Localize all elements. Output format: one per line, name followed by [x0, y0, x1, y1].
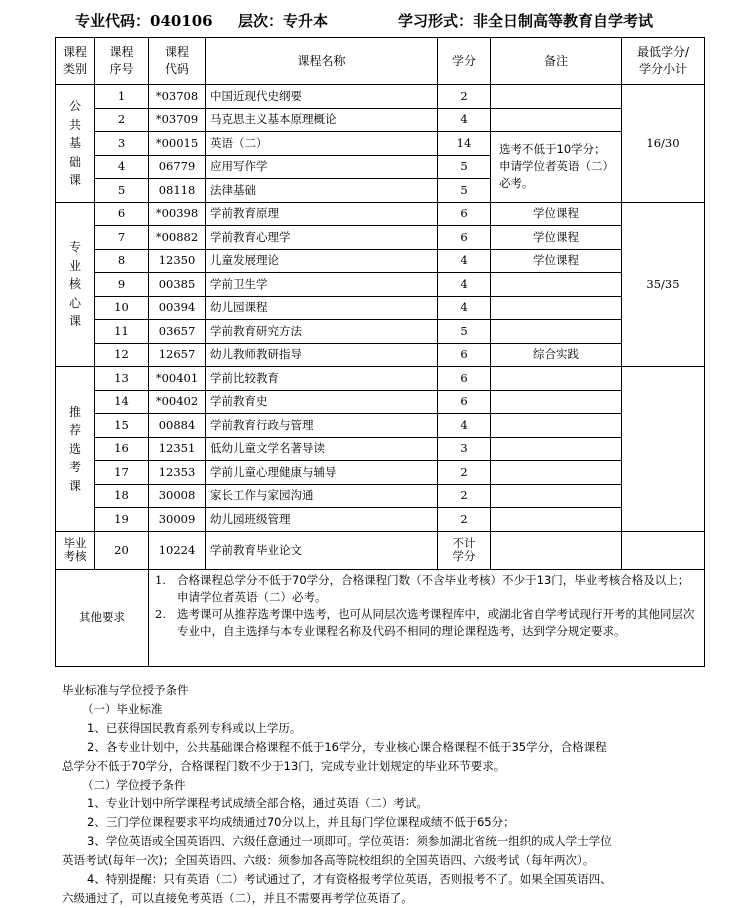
remark-cell — [491, 437, 622, 461]
seq-cell: 11 — [95, 320, 149, 344]
remark-cell — [491, 531, 622, 569]
category-char: 考 — [68, 460, 81, 474]
code-cell: *03709 — [149, 108, 206, 132]
remark-cell — [491, 484, 622, 508]
footer-q4a: 4、特别提醒：只有英语（二）考试通过了，才有资格报考学位英语，否则报考不了。如果全国英语四、 — [87, 872, 612, 887]
seq-cell: 14 — [95, 390, 149, 414]
remark-cell: 学位课程 — [491, 249, 622, 273]
code-cell: 30008 — [149, 484, 206, 508]
course-name-cell: 幼儿园课程 — [206, 296, 438, 320]
code-cell: *00402 — [149, 390, 206, 414]
code-cell: 10224 — [149, 531, 206, 569]
remark-cell — [491, 85, 622, 109]
col-name: 课程名称 — [206, 38, 438, 85]
footer-sec2: （二）学位授予条件 — [82, 777, 186, 792]
course-name-cell: 应用写作学 — [206, 155, 438, 179]
col-remark: 备注 — [491, 38, 622, 85]
seq-cell: 2 — [95, 108, 149, 132]
remark-cell — [491, 390, 622, 414]
course-name-cell: 学前比较教育 — [206, 367, 438, 391]
table-row — [56, 132, 705, 156]
category-cell — [56, 85, 95, 203]
course-table — [55, 37, 705, 667]
course-name-cell: 学前儿童心理健康与辅导 — [206, 461, 438, 485]
col-category: 课程 类别 — [56, 38, 95, 85]
credit-cell: 4 — [438, 414, 491, 438]
requirement-text: 合格课程总学分不低于70学分，合格课程门数（不含毕业考核）不少于13门，毕业考核合格及以上；申请学位者英语（二）必考。 — [177, 572, 690, 604]
seq-cell: 5 — [95, 179, 149, 203]
table-row — [56, 414, 705, 438]
category-char: 专 — [68, 240, 81, 254]
seq-cell: 15 — [95, 414, 149, 438]
remark-cell — [491, 508, 622, 532]
col-code: 课程 代码 — [149, 38, 206, 85]
course-name-cell: 中国近现代史纲要 — [206, 85, 438, 109]
course-name-cell: 学前教育原理 — [206, 202, 438, 226]
requirement-number: 2. — [155, 607, 166, 622]
requirement-item — [153, 606, 698, 641]
subtotal-cell — [622, 367, 705, 532]
course-name-cell: 儿童发展理论 — [206, 249, 438, 273]
footer-q3b: 英语考试(每年一次)；全国英语四、六级：须参加各高等院校组织的全国英语四、六级考试（每年两次）。 — [62, 853, 595, 868]
seq-cell: 16 — [95, 437, 149, 461]
seq-cell: 3 — [95, 132, 149, 156]
credit-cell: 5 — [438, 179, 491, 203]
seq-cell: 7 — [95, 226, 149, 250]
remark-cell — [491, 296, 622, 320]
remark-cell: 综合实践 — [491, 343, 622, 367]
course-name-cell: 学前教育心理学 — [206, 226, 438, 250]
seq-cell: 8 — [95, 249, 149, 273]
category-cell — [56, 367, 95, 532]
table-row — [56, 202, 705, 226]
table-row — [56, 508, 705, 532]
credit-cell: 14 — [438, 132, 491, 156]
code-cell: 12657 — [149, 343, 206, 367]
footer-p2a: 2、各专业计划中，公共基础课合格课程不低于16学分，专业核心课合格课程不低于35学分，合格课程 — [87, 739, 607, 754]
remark-cell: 学位课程 — [491, 226, 622, 250]
category-char: 课 — [68, 478, 81, 493]
remark-cell — [491, 273, 622, 297]
remark-cell — [491, 414, 622, 438]
other-requirements-text — [149, 569, 705, 666]
footer-q2: 2、三门学位课程要求平均成绩通过70分以上，并且每门学位课程成绩不低于65分； — [87, 815, 515, 830]
category-char: 础 — [68, 154, 81, 169]
footer-p1: 1、已获得国民教育系列专科或以上学历。 — [87, 720, 302, 735]
table-row — [56, 273, 705, 297]
code-cell: *03708 — [149, 85, 206, 109]
code-cell: 12350 — [149, 249, 206, 273]
seq-cell: 20 — [95, 531, 149, 569]
credit-cell: 6 — [438, 367, 491, 391]
course-name-cell: 家长工作与家园沟通 — [206, 484, 438, 508]
course-name-cell: 学前教育行政与管理 — [206, 414, 438, 438]
seq-cell: 19 — [95, 508, 149, 532]
category-char: 业 — [68, 258, 81, 273]
category-char: 公 — [68, 99, 81, 113]
level: 层次：专升本 — [238, 12, 329, 30]
credit-cell: 6 — [438, 226, 491, 250]
table-header-row — [56, 38, 705, 85]
seq-cell: 12 — [95, 343, 149, 367]
footer-p2b: 总学分不低于70学分，合格课程门数不少于13门，完成专业计划规定的毕业环节要求。 — [62, 758, 506, 773]
table-row — [56, 296, 705, 320]
code-cell: 03657 — [149, 320, 206, 344]
table-row — [56, 85, 705, 109]
course-name-cell: 马克思主义基本原理概论 — [206, 108, 438, 132]
thesis-row — [56, 531, 705, 569]
course-name-cell: 幼儿园班级管理 — [206, 508, 438, 532]
subtotal-cell — [622, 531, 705, 569]
study-form: 学习形式：非全日制高等教育自学考试 — [398, 12, 654, 30]
code-cell: 06779 — [149, 155, 206, 179]
credit-cell: 4 — [438, 296, 491, 320]
table-row — [56, 320, 705, 344]
credit-cell: 2 — [438, 484, 491, 508]
code-cell: *00015 — [149, 132, 206, 156]
seq-cell: 6 — [95, 202, 149, 226]
credit-cell: 5 — [438, 320, 491, 344]
graduation-section — [62, 681, 702, 908]
subtotal-cell: 16/30 — [622, 85, 705, 203]
footer-q1: 1、专业计划中所学课程考试成绩全部合格，通过英语（二）考试。 — [87, 796, 428, 811]
code-cell: *00398 — [149, 202, 206, 226]
footer-q3a: 3、学位英语或全国英语四、六级任意通过一项即可。学位英语：须参加湖北省统一组织的成人学士学位 — [87, 834, 612, 849]
table-row — [56, 390, 705, 414]
credit-cell: 4 — [438, 249, 491, 273]
seq-cell: 13 — [95, 367, 149, 391]
category-cell: 毕业 考核 — [56, 531, 95, 569]
seq-cell: 17 — [95, 461, 149, 485]
col-min-credit: 最低学分/ 学分小计 — [622, 38, 705, 85]
major-code: 专业代码：040106 — [75, 12, 213, 30]
course-name-cell: 幼儿教师教研指导 — [206, 343, 438, 367]
remark-cell — [491, 108, 622, 132]
group-note: 选考不低于10学分；申请学位者英语（二）必考。 — [491, 132, 622, 203]
course-name-cell: 学前教育毕业论文 — [206, 531, 438, 569]
col-credit: 学分 — [438, 38, 491, 85]
code-cell: 00884 — [149, 414, 206, 438]
code-cell: 12351 — [149, 437, 206, 461]
requirement-number: 1. — [155, 572, 166, 587]
course-name-cell: 学前教育史 — [206, 390, 438, 414]
code-cell: 12353 — [149, 461, 206, 485]
credit-cell: 2 — [438, 85, 491, 109]
col-seq: 课程 序号 — [95, 38, 149, 85]
other-requirements-row — [56, 569, 705, 666]
course-name-cell: 英语（二） — [206, 132, 438, 156]
course-name-cell: 法律基础 — [206, 179, 438, 203]
remark-cell — [491, 320, 622, 344]
credit-cell: 4 — [438, 273, 491, 297]
requirement-text: 选考课可从推荐选考课中选考，也可从同层次选考课程库中，或湖北省自学考试现行开考的其他同层次专业中，自主选择与本专业课程名称及代码不相同的理论课程选考，达到学分规定要求。 — [177, 607, 695, 639]
table-row — [56, 108, 705, 132]
footer-title: 毕业标准与学位授予条件 — [62, 683, 189, 697]
seq-cell: 9 — [95, 273, 149, 297]
seq-cell: 10 — [95, 296, 149, 320]
table-row — [56, 226, 705, 250]
footer-q4b: 六级通过了，可以直接免考英语（二），并且不需要再考学位英语了。 — [62, 890, 413, 905]
table-row — [56, 484, 705, 508]
seq-cell: 1 — [95, 85, 149, 109]
category-char: 课 — [68, 173, 81, 187]
credit-cell: 5 — [438, 155, 491, 179]
category-char: 推 — [68, 404, 81, 419]
course-name-cell: 低幼儿童文学名著导读 — [206, 437, 438, 461]
course-name-cell: 学前卫生学 — [206, 273, 438, 297]
code-cell: 30009 — [149, 508, 206, 532]
credit-cell: 2 — [438, 508, 491, 532]
remark-cell — [491, 461, 622, 485]
table-row — [56, 461, 705, 485]
credit-cell: 2 — [438, 461, 491, 485]
category-char: 核 — [68, 277, 81, 291]
code-cell: *00882 — [149, 226, 206, 250]
credit-cell: 3 — [438, 437, 491, 461]
credit-cell: 不计 学分 — [438, 531, 491, 569]
other-requirements-label: 其他要求 — [56, 569, 149, 666]
category-char: 心 — [68, 295, 81, 310]
seq-cell: 18 — [95, 484, 149, 508]
code-cell: 00385 — [149, 273, 206, 297]
category-char: 课 — [68, 314, 81, 328]
code-cell: *00401 — [149, 367, 206, 391]
course-name-cell: 学前教育研究方法 — [206, 320, 438, 344]
footer-sec1: （一）毕业标准 — [82, 701, 163, 716]
subtotal-cell: 35/35 — [622, 202, 705, 367]
category-char: 共 — [68, 117, 81, 132]
remark-cell: 学位课程 — [491, 202, 622, 226]
credit-cell: 6 — [438, 202, 491, 226]
credit-cell: 6 — [438, 343, 491, 367]
seq-cell: 4 — [95, 155, 149, 179]
table-row — [56, 249, 705, 273]
table-row — [56, 343, 705, 367]
code-cell: 08118 — [149, 179, 206, 203]
category-char: 选 — [68, 441, 81, 456]
credit-cell: 4 — [438, 108, 491, 132]
page-header — [0, 8, 731, 32]
table-row — [56, 367, 705, 391]
code-cell: 00394 — [149, 296, 206, 320]
table-row — [56, 437, 705, 461]
requirement-item — [153, 572, 698, 607]
remark-cell — [491, 367, 622, 391]
category-char: 荐 — [68, 423, 81, 437]
category-cell — [56, 202, 95, 367]
credit-cell: 6 — [438, 390, 491, 414]
category-char: 基 — [68, 136, 81, 150]
